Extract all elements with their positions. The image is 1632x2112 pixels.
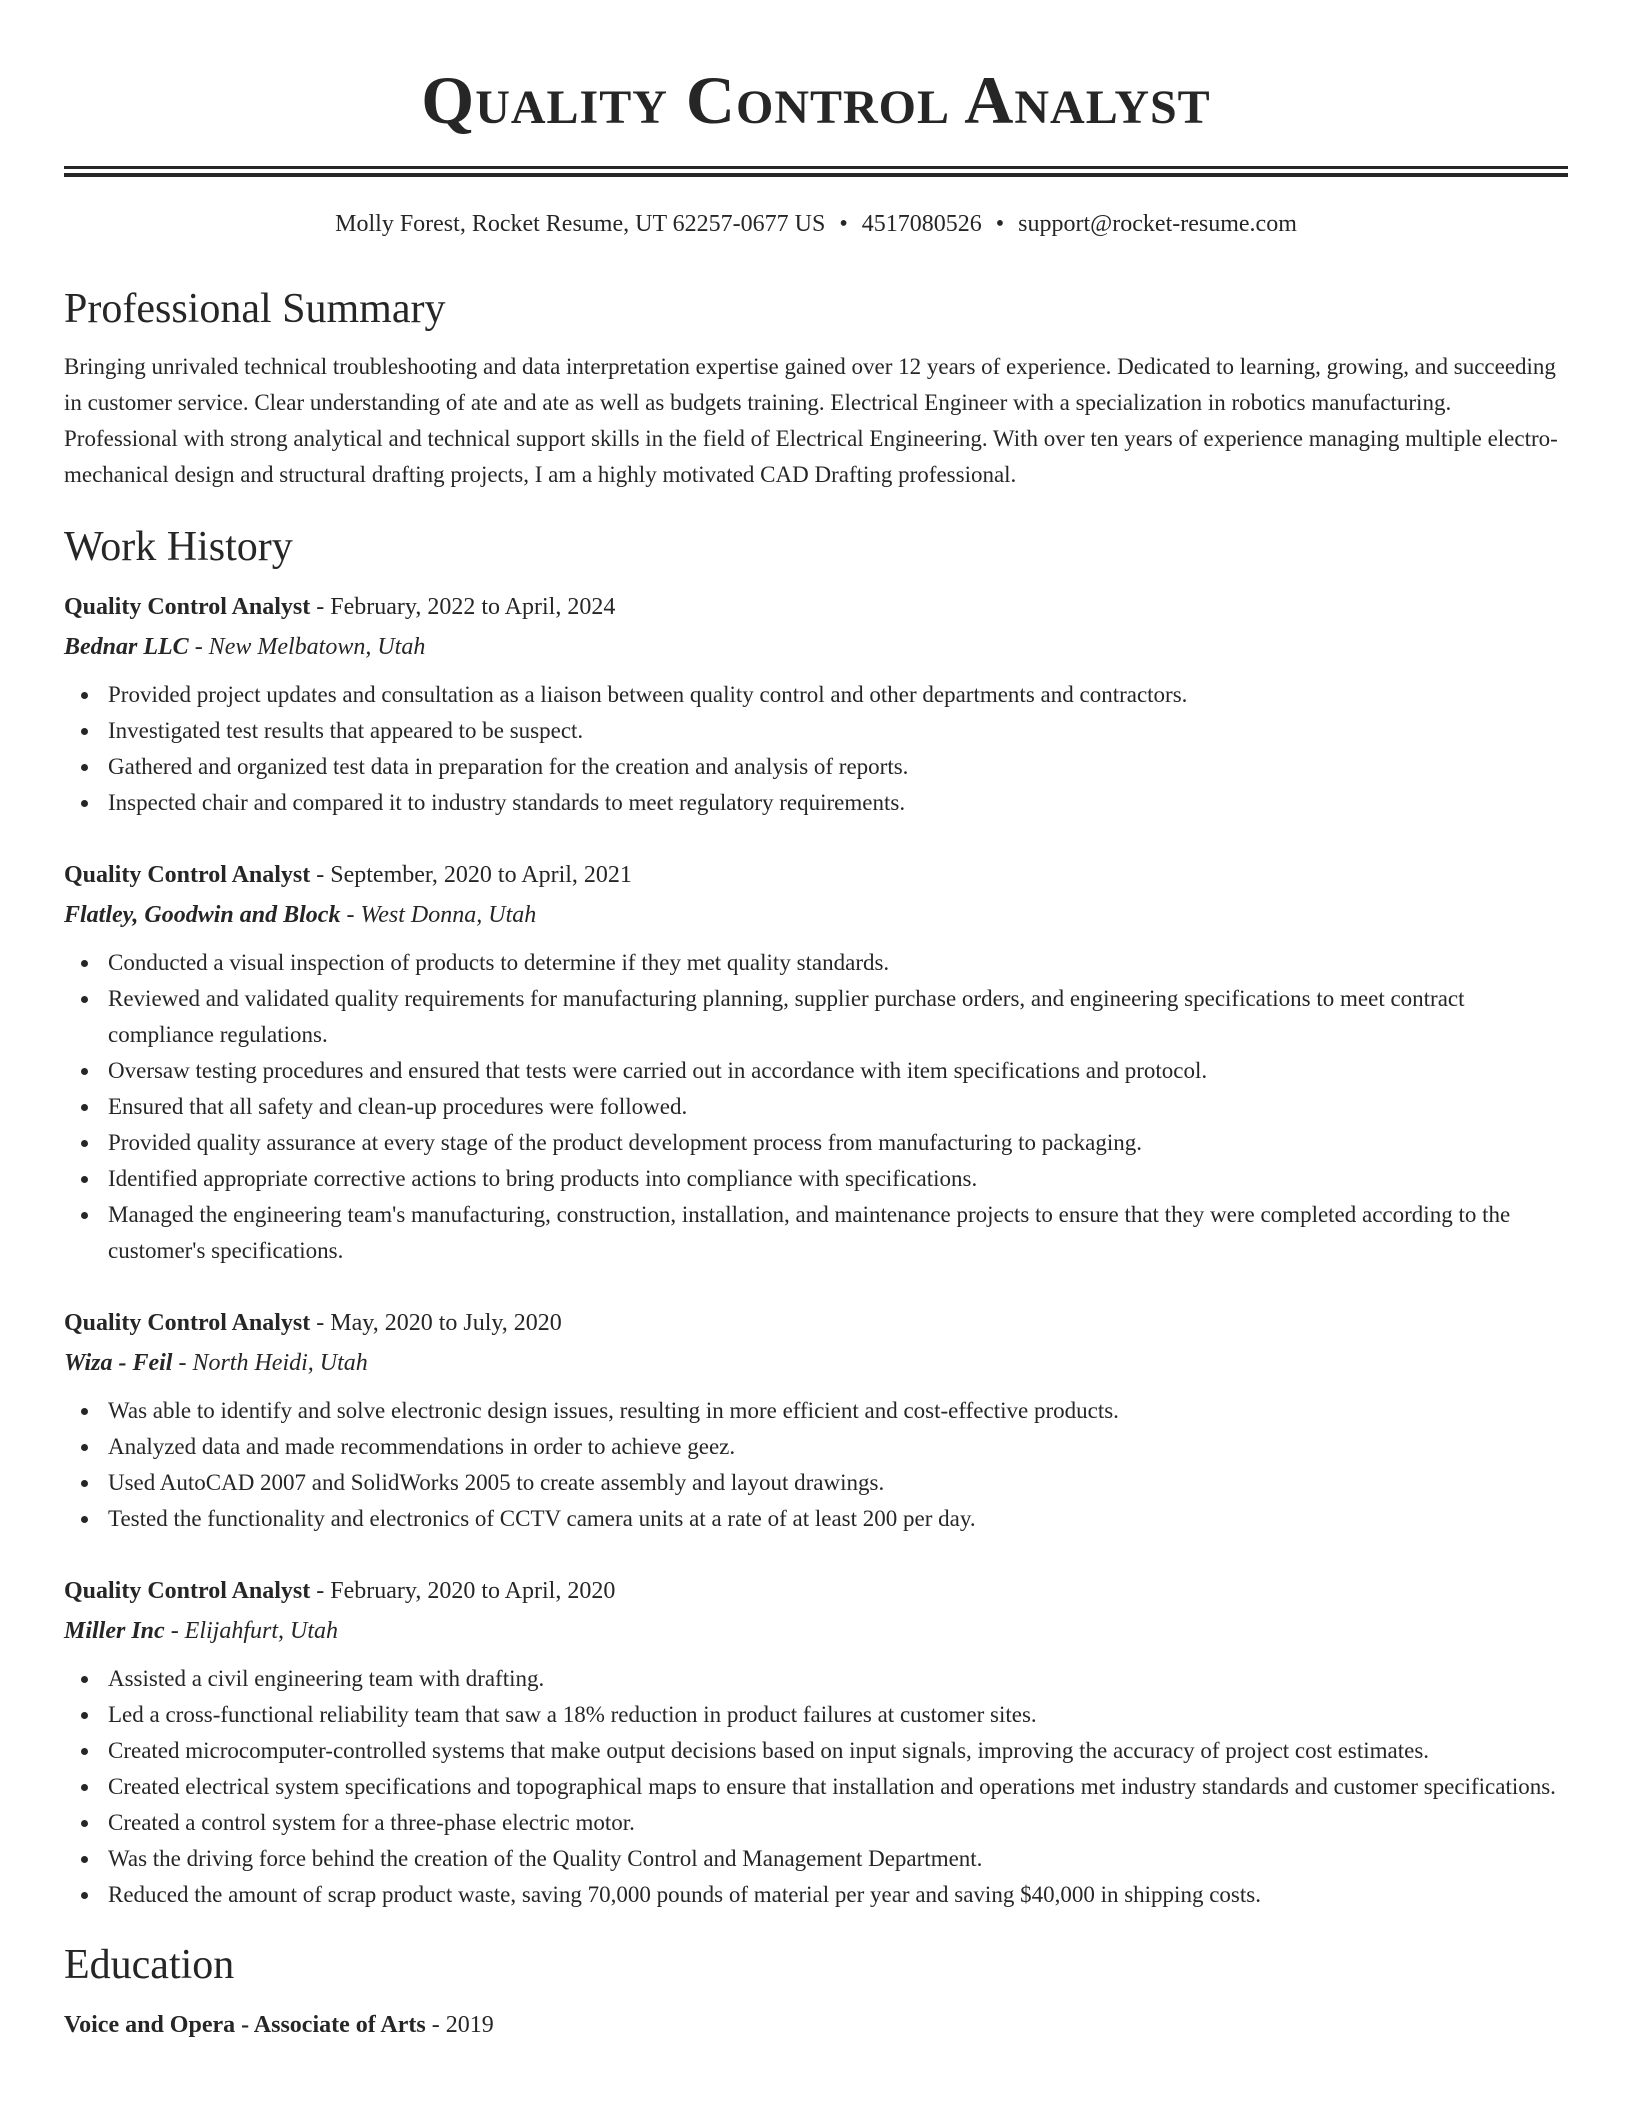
list-item	[108, 1429, 1568, 1465]
bullet-icon	[81, 996, 88, 1003]
bullet-icon	[81, 692, 88, 699]
job-role: Quality Control Analyst	[64, 862, 311, 888]
job-bullets	[64, 677, 1568, 821]
job-header	[64, 1303, 1568, 1343]
bullet-icon	[81, 1820, 88, 1827]
summary-heading: Professional Summary	[64, 286, 446, 332]
title-divider	[64, 166, 1568, 177]
bullet-text: Gathered and organized test data in preparation for the creation and analysis of reports.	[108, 754, 909, 779]
job-role: Quality Control Analyst	[64, 1310, 311, 1336]
bullet-text: Led a cross-functional reliability team that saw a 18% reduction in product failures at customer sites.	[108, 1702, 1037, 1727]
bullet-icon	[81, 1444, 88, 1451]
education-heading: Education	[64, 1942, 235, 1988]
education-section	[64, 1939, 1568, 2045]
list-item	[108, 1769, 1568, 1805]
summary-text: Bringing unrivaled technical troubleshooting and data interpretation expertise gained over 12 years of experience. Dedicated to learning, growing, and succeeding in customer service. Clear understanding of ate and ate as well as budgets training. Electrical Engineer with a specialization in robotics manufacturing. Professional with strong analytical and technical support skills in the field of Electrical Engineering. With over ten years of experience managing multiple electro-mechanical design and structural drafting projects, I am a highly motivated CAD Drafting professional.	[64, 354, 1558, 487]
resume-title: Quality Control Analyst	[421, 62, 1211, 138]
job-employer	[64, 627, 1568, 667]
job-company: Bednar LLC	[64, 634, 189, 660]
education-year: - 2019	[425, 2012, 494, 2038]
list-item	[108, 1161, 1568, 1197]
list-item	[108, 1501, 1568, 1537]
job-location: - West Donna, Utah	[340, 902, 537, 928]
job-entry	[64, 1571, 1568, 1913]
bullet-text: Reduced the amount of scrap product waste, saving 70,000 pounds of material per year and saving $40,000 in shipping costs.	[108, 1882, 1261, 1907]
contact-line	[64, 207, 1568, 241]
bullet-text: Managed the engineering team's manufacturing, construction, installation, and maintenance projects to ensure that they were completed according to the customer's specifications.	[108, 1202, 1511, 1263]
job-dates: - May, 2020 to July, 2020	[310, 1310, 562, 1336]
bullet-text: Provided quality assurance at every stage of the product development process from manufacturing to packaging.	[108, 1130, 1143, 1155]
list-item	[108, 1877, 1568, 1913]
list-item	[108, 749, 1568, 785]
bullet-icon	[81, 800, 88, 807]
list-item	[108, 1805, 1568, 1841]
contact-separator: •	[839, 211, 848, 237]
job-dates: - September, 2020 to April, 2021	[310, 862, 632, 888]
list-item	[108, 1841, 1568, 1877]
bullet-text: Ensured that all safety and clean-up procedures were followed.	[108, 1094, 688, 1119]
bullet-text: Was the driving force behind the creation of the Quality Control and Management Department.	[108, 1846, 983, 1871]
bullet-text: Oversaw testing procedures and ensured that tests were carried out in accordance with item specifications and protocol.	[108, 1058, 1208, 1083]
bullet-icon	[81, 1892, 88, 1899]
work-history-section	[64, 521, 1568, 1913]
bullet-icon	[81, 764, 88, 771]
job-employer	[64, 1343, 1568, 1383]
list-item	[108, 981, 1568, 1053]
job-header	[64, 587, 1568, 627]
job-company: Miller Inc	[64, 1618, 165, 1644]
bullet-text: Used AutoCAD 2007 and SolidWorks 2005 to create assembly and layout drawings.	[108, 1470, 885, 1495]
job-location: - Elijahfurt, Utah	[164, 1618, 339, 1644]
bullet-icon	[81, 728, 88, 735]
bullet-icon	[81, 1176, 88, 1183]
contact-separator: •	[995, 211, 1005, 237]
bullet-text: Inspected chair and compared it to industry standards to meet regulatory requirements.	[108, 790, 906, 815]
list-item	[108, 1393, 1568, 1429]
list-item	[108, 1661, 1568, 1697]
bullet-icon	[81, 1068, 88, 1075]
job-entry	[64, 1303, 1568, 1537]
job-dates: - February, 2020 to April, 2020	[310, 1578, 616, 1604]
contact-phone: 4517080526	[861, 211, 982, 237]
bullet-icon	[81, 1104, 88, 1111]
job-header	[64, 855, 1568, 895]
bullet-text: Provided project updates and consultation as a liaison between quality control and other departments and contractors.	[108, 682, 1188, 707]
bullet-text: Assisted a civil engineering team with drafting.	[108, 1666, 545, 1691]
job-employer	[64, 895, 1568, 935]
list-item	[108, 1053, 1568, 1089]
bullet-icon	[81, 1408, 88, 1415]
job-role: Quality Control Analyst	[64, 594, 311, 620]
education-entry	[64, 2005, 1568, 2045]
list-item	[108, 1465, 1568, 1501]
job-location: - North Heidi, Utah	[172, 1350, 368, 1376]
job-header	[64, 1571, 1568, 1611]
list-item	[108, 785, 1568, 821]
job-role: Quality Control Analyst	[64, 1578, 311, 1604]
bullet-icon	[81, 1516, 88, 1523]
bullet-icon	[81, 1712, 88, 1719]
list-item	[108, 1197, 1568, 1269]
list-item	[108, 713, 1568, 749]
bullet-text: Reviewed and validated quality requirements for manufacturing planning, supplier purchase orders, and engineering specifications to meet contract compliance regulations.	[108, 986, 1465, 1047]
bullet-icon	[81, 1784, 88, 1791]
bullet-text: Investigated test results that appeared to be suspect.	[108, 718, 584, 743]
bullet-text: Was able to identify and solve electronic design issues, resulting in more efficient and cost-effective products.	[108, 1398, 1119, 1423]
job-bullets	[64, 945, 1568, 1269]
list-item	[108, 1125, 1568, 1161]
bullet-text: Conducted a visual inspection of products to determine if they met quality standards.	[108, 950, 890, 975]
job-location: - New Melbatown, Utah	[188, 634, 426, 660]
contact-address: Molly Forest, Rocket Resume, UT 62257-0677 US	[335, 211, 826, 237]
job-bullets	[64, 1661, 1568, 1913]
bullet-text: Created electrical system specifications and topographical maps to ensure that installation and operations met industry standards and customer specifications.	[108, 1774, 1556, 1799]
education-degree: Voice and Opera - Associate of Arts	[64, 2012, 426, 2038]
bullet-icon	[81, 1676, 88, 1683]
bullet-text: Analyzed data and made recommendations in order to achieve geez.	[108, 1434, 736, 1459]
summary-section	[64, 283, 1568, 493]
bullet-icon	[81, 1140, 88, 1147]
list-item	[108, 1733, 1568, 1769]
list-item	[108, 945, 1568, 981]
contact-email: support@rocket-resume.com	[1018, 211, 1297, 237]
list-item	[108, 1697, 1568, 1733]
work-history-heading: Work History	[64, 524, 293, 570]
bullet-icon	[81, 960, 88, 967]
resume-page	[64, 0, 1568, 2045]
job-bullets	[64, 1393, 1568, 1537]
bullet-icon	[81, 1748, 88, 1755]
bullet-icon	[81, 1480, 88, 1487]
bullet-icon	[81, 1856, 88, 1863]
job-company: Wiza - Feil	[64, 1350, 173, 1376]
job-employer	[64, 1611, 1568, 1651]
job-entry	[64, 855, 1568, 1269]
job-entry	[64, 587, 1568, 821]
bullet-text: Created a control system for a three-phase electric motor.	[108, 1810, 635, 1835]
bullet-icon	[81, 1212, 88, 1219]
bullet-text: Identified appropriate corrective actions to bring products into compliance with specifications.	[108, 1166, 978, 1191]
bullet-text: Tested the functionality and electronics of CCTV camera units at a rate of at least 200 per day.	[108, 1506, 976, 1531]
job-company: Flatley, Goodwin and Block	[64, 902, 341, 928]
list-item	[108, 1089, 1568, 1125]
bullet-text: Created microcomputer-controlled systems that make output decisions based on input signals, improving the accuracy of project cost estimates.	[108, 1738, 1430, 1763]
list-item	[108, 677, 1568, 713]
job-dates: - February, 2022 to April, 2024	[310, 594, 616, 620]
